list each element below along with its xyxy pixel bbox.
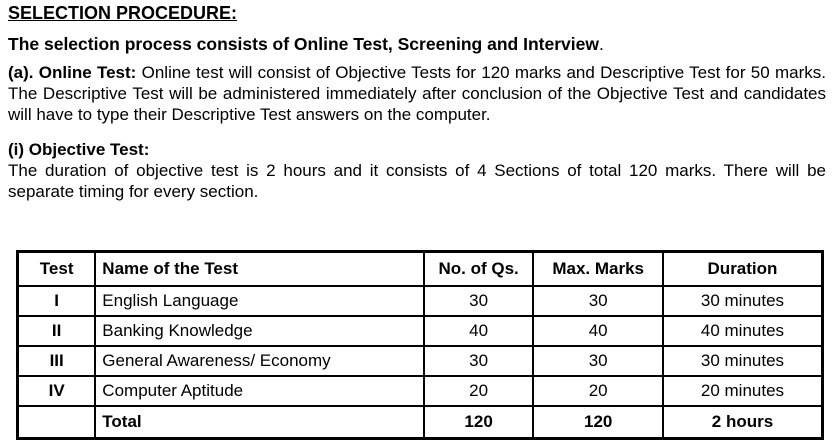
cell-duration: 20 minutes [663,376,823,406]
cell-max-marks: 30 [533,286,663,316]
cell-name: Computer Aptitude [95,376,424,406]
cell-questions: 30 [424,286,534,316]
online-test-text: Online test will consist of Objective Tests for 120 marks and Descriptive Test for 50 marks. The Descriptive Test will be administered immediately after conclusion of the Objective Test and candidates will have to type their Descriptive Test answers on the computer. [8,63,826,124]
table-row [18,286,823,316]
table-row [18,376,823,406]
cell-name: English Language [95,286,424,316]
table-total-row [18,406,823,439]
cell-total-duration: 2 hours [663,406,823,439]
cell-duration: 30 minutes [663,286,823,316]
cell-questions: 40 [424,316,534,346]
header-questions: No. of Qs. [424,252,534,287]
cell-test: IV [18,376,96,406]
objective-test-table [16,250,824,440]
table-row [18,346,823,376]
header-test: Test [18,252,96,287]
intro-sentence: The selection process consists of Online Test, Screening and Interview. [8,34,604,54]
cell-max-marks: 40 [533,316,663,346]
cell-duration: 30 minutes [663,346,823,376]
cell-name: General Awareness/ Economy [95,346,424,376]
document-body [8,0,826,202]
objective-test-label: (i) Objective Test: [8,140,150,159]
cell-duration: 40 minutes [663,316,823,346]
cell-total-blank [18,406,96,439]
cell-max-marks: 20 [533,376,663,406]
objective-test-section [8,139,826,202]
cell-test: II [18,316,96,346]
cell-total-label: Total [95,406,424,439]
cell-total-questions: 120 [424,406,534,439]
cell-test: I [18,286,96,316]
header-duration: Duration [663,252,823,287]
cell-questions: 20 [424,376,534,406]
cell-max-marks: 30 [533,346,663,376]
section-heading: SELECTION PROCEDURE: [8,3,238,23]
table-header-row [18,252,823,287]
header-max-marks: Max. Marks [533,252,663,287]
online-test-label: (a). Online Test: [8,63,137,82]
cell-questions: 30 [424,346,534,376]
cell-name: Banking Knowledge [95,316,424,346]
cell-test: III [18,346,96,376]
table-row [18,316,823,346]
header-name: Name of the Test [95,252,424,287]
cell-total-marks: 120 [533,406,663,439]
online-test-paragraph [8,62,826,125]
objective-test-text: The duration of objective test is 2 hours and it consists of 4 Sections of total 120 marks. There will be separate timing for every section. [8,161,826,201]
